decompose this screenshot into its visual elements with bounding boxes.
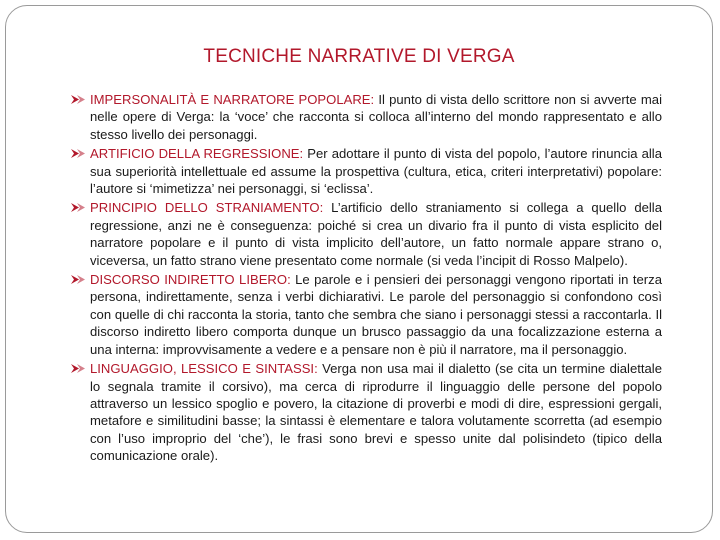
arrow-bullet-icon [70, 273, 86, 286]
bullet-label: PRINCIPIO DELLO STRANIAMENTO: [90, 200, 324, 216]
bullet-item-discorso-indiretto [70, 271, 662, 358]
bullet-text: Il punto di vista dello scrittore non si avverte mai nelle opere di Verga: la ‘voce’ che racconta si colloca all’interno del mondo rappresentato e allo stesso livello dei personaggi. [90, 92, 662, 142]
bullet-list [70, 91, 662, 467]
arrow-bullet-icon [70, 147, 86, 160]
bullet-text: Per adottare il punto di vista del popolo, l’autore rinuncia alla sua superiorità intellettuale ed assume la prospettiva (cultura, etica, criteri interpretativi) popolare: l’autore si ‘mimetizza’ nei personaggi, si ‘eclissa’. [90, 146, 662, 197]
slide-frame [5, 5, 713, 533]
bullet-label: DISCORSO INDIRETTO LIBERO: [90, 272, 291, 288]
bullet-text: Verga non usa mai il dialetto (se cita un termine dialettale lo segnala tramite il corsivo), ma cerca di riprodurre il linguaggio delle persone del popolo attraverso un lessico spoglio e povero, la citazione di proverbi e modi di dire, espressioni gergali, metafore e similitudini basse; la sintassi è elementare e talora volutamente scorretta (ad esempio con l’uso improprio del ‘che’), le frasi sono brevi e spesso unite dal polisindeto (tipico della comunicazione orale). [90, 361, 662, 464]
bullet-item-straniamento [70, 199, 662, 269]
arrow-bullet-icon [70, 201, 86, 214]
arrow-bullet-icon [70, 362, 86, 375]
bullet-label: IMPERSONALITÀ E NARRATORE POPOLARE: [90, 92, 375, 107]
arrow-bullet-icon [70, 93, 86, 106]
bullet-item-impersonalita [70, 91, 662, 143]
bullet-label: ARTIFICIO DELLA REGRESSIONE: [90, 146, 304, 162]
bullet-text: L’artificio dello straniamento si collega a quello della regressione, anzi ne è conseguenza: poiché si crea un divario fra il punto di vista esplicito del narratore popolare e il punto di vista implicito dell’autore, un fatto normale appare strano o, viceversa, un fatto strano viene presentato come normale (si veda l’incipit di Rosso Malpelo). [90, 200, 663, 268]
bullet-item-regressione [70, 145, 662, 197]
bullet-text: Le parole e i pensieri dei personaggi vengono riportati in terza persona, indirettamente, senza i verbi dichiarativi. Le parole del personaggio si confondono così con quelle di chi racconta la storia, tanto che sembra che siano i personaggi stessi a raccontarla. Il discorso indiretto libero comporta dunque un brusco passaggio da una focalizzazione esterna a una interna: improvvisamente a vedere e a pensare non è più il narratore, ma il personaggio. [90, 272, 662, 357]
bullet-item-linguaggio [70, 360, 662, 464]
bullet-label: LINGUAGGIO, LESSICO E SINTASSI: [90, 361, 318, 377]
slide-title: TECNICHE NARRATIVE DI VERGA [203, 46, 515, 67]
